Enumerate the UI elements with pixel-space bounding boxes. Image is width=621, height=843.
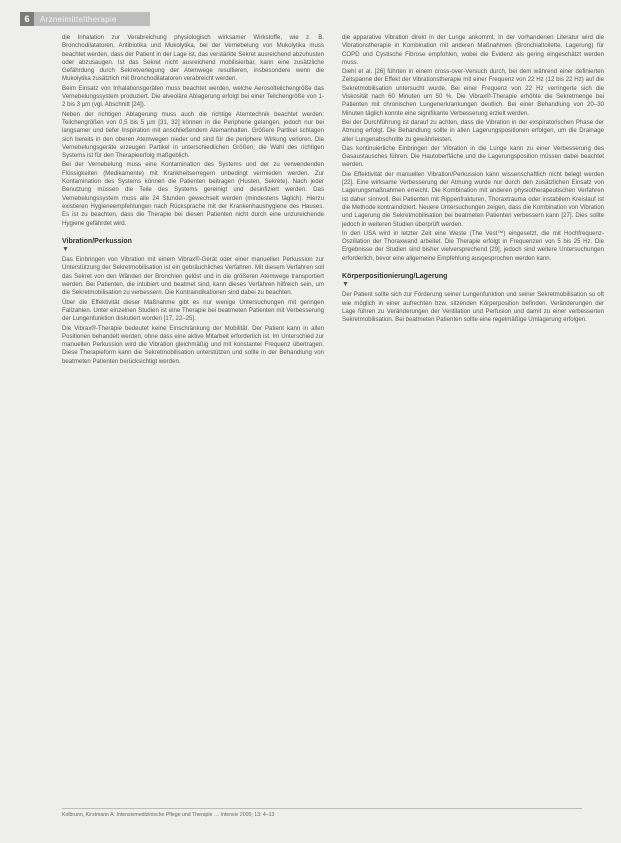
section-heading-text: Vibration/Perkussion [62, 237, 132, 245]
paragraph: Bei der Durchführung ist darauf zu achten, dass die Vibration in der exspiratorischen Phase der Atmung erfolgt. Die Behandlung sollte in allen Lagerungspositionen erfolgen, um die Drainage aller Lungenabschnitte zu gewährleisten. [342, 118, 604, 143]
paragraph: Das kontinuierliche Einbringen der Vibration in die Lunge kann zu einer Verbesserung des Gasaustausches führen. Die Hautoberfläche und die Lagerungsposition müssen dabei beachtet werden. [342, 144, 604, 169]
section-heading [62, 238, 324, 254]
paragraph: Die Effektivität der manuellen Vibration/Perkussion kann wissenschaftlich nicht belegt werden [22]. Eine wirksame Verbesserung der Atmung wurde nur durch den zusätzlichen Einsatz von Lagerungsmaßnahmen erreicht. Die Kombination mit anderen physiotherapeutischen Verfahren ist daher sinnvoll. Bei Patienten mit Rippenfrakturen, Thoraxtrauma oder instabilem Kreislauf ist die Methode kontraindiziert. Neuere Untersuchungen zeigen, dass die Kombination von Vibration und Lagerung die Sekretmobilisation bei beatmeten Patienten verbessern kann [27]. Dies sollte jedoch in weiteren Studien überprüft werden. [342, 170, 604, 228]
arrow-down-icon: ▼ [342, 281, 349, 289]
paragraph: Das Einbringen von Vibration mit einem Vibrax®-Gerät oder einer manuellen Perkussion zur Unterstützung der Sekretmobilisation ist ein gebräuchliches Verfahren. Mit diesem Verfahren soll das Sekret von den Wänden der Bronchien gelöst und in die größeren Atemwege transportiert werden. Bei Patienten, die intubiert und beatmet sind, kann dieses Verfahren hilfreich sein, um die Sekretmobilisation zu verbessern. Die Kontraindikationen sind dabei zu beachten. [62, 256, 324, 297]
right-column [342, 34, 604, 326]
paragraph: die apparative Vibration direkt in der Lunge ankommt. In der vorhandenen Literatur wird die Vibrationstherapie in Kombination mit anderen Maßnahmen (Bronchialtoilette, Lagerung) für COPD und Cystische Fibrose empfohlen, wobei die Evidenz als gering eingeschätzt werden muss. [342, 34, 604, 66]
section-heading [342, 273, 604, 289]
paragraph: Die Vibrax®-Therapie bedeutet keine Einschränkung der Mobilität. Der Patient kann in allen Positionen behandelt werden, ohne dass eine aktive Mitarbeit erforderlich ist. Im Unterschied zur manuellen Perkussion wird die Vibration gleichmäßig und mit konstanter Frequenz übertragen. Diese Therapieform kann die Sekretmobilisation unterstützen und sollte in der Behandlung von beatmeten Patienten berücksichtigt werden. [62, 324, 324, 365]
paragraph: Neben der richtigen Ablagerung muss auch die richtige Atemtechnik beachtet werden: Teilchengrößen von 0,5 bis 5 µm [31, 32] können in die Peripherie gelangen, jedoch nur bei langsamer und tiefer Inspiration mit anschließendem Atemanhalten. Größere Partikel schlagen sich bereits in den oberen Atemwegen nieder und sind für die periphere Wirkung verloren. Die Vernebelungsgeräte erzeugen Partikel in unterschiedlichen Größen; die Wahl des richtigen Systems ist für den Therapieerfolg maßgeblich. [62, 110, 324, 160]
paragraph: In den USA wird in letzter Zeit eine Weste (The Vest™) eingesetzt, die mit Hochfrequenz-Oszillation der Thoraxwand arbeitet. Die Therapie erfolgt in Frequenzen von 5 bis 25 Hz. Die Ergebnisse der Studien sind bisher vielversprechend [29], jedoch sind weitere Untersuchungen erforderlich, bevor eine allgemeine Empfehlung ausgesprochen werden kann. [342, 229, 604, 262]
paragraph: Der Patient sollte sich zur Förderung seiner Lungenfunktion und seiner Sekretmobilisation so oft wie möglich in einer aufrechten bzw. sitzenden Körperposition befinden. Veränderungen der Lage führen zu Veränderungen der Ventilation und Perfusion und damit zu einer verbesserten Sekretmobilisation. Bei beatmeten Patienten sollte eine regelmäßige Umlagerung erfolgen. [342, 291, 604, 324]
section-title: Arzneimitteltherapie [40, 14, 117, 24]
paragraph: Über die Effektivität dieser Maßnahme gibt es nur wenige Untersuchungen mit geringen Fallzahlen. Unter einzelnen Studien ist eine Therapie bei beatmeten Patienten mit Verbesserung der Lungenfunktion diskutiert worden [17, 22–25]. [62, 298, 324, 323]
paragraph: Diehl et al. [26] führten in einem cross-over-Versuch durch, bei dem während einer definierten Zeitspanne der Effekt der Vibrationstherapie mit einer Frequenz von 22 Hz (12 bis 22 Hz) auf die Sekretmobilisation untersucht wurde. Bei einer Frequenz von 22 Hz verringerte sich die Viskosität nach 60 Minuten um 50 %. Die Vibrax®-Therapie erhöhte die Sekretmenge bei Patienten mit chronischen Lungenerkrankungen deutlich. Bei einer Behandlung von 20–30 Minuten täglich konnte eine signifikante Verbesserung erzielt werden. [342, 68, 604, 117]
page-number: 6 [20, 12, 34, 26]
section-heading-text: Körperpositionierung/Lagerung [342, 273, 448, 281]
arrow-down-icon: ▼ [62, 246, 69, 254]
running-header [20, 12, 150, 26]
paragraph: die Inhalation zur Verabreichung physiologisch wirksamer Wirkstoffe, wie z. B. Bronchodilatatoren, Antibiotika und Mukolytika, bei der Vernebelung von Mukolytika muss beachtet werden, dass der Patient in der Lage ist, das verstärkte Sekret ausreichend abzuhusten oder abzusaugen. Ist das Sekret nicht ausreichend mobilisierbar, kann eine zusätzliche Gefährdung durch Sekretverlegung der Atemwege resultieren, insbesondere wenn die Mukolytika zusätzlich mit Bronchodilatatoren verabreicht werden. [62, 34, 324, 83]
left-column [62, 34, 324, 367]
paragraph: Bei der Vernebelung muss eine Kontamination des Systems und der zu verwendenden Flüssigkeiten (Medikamente) mit Krankheitserregern unbedingt vermieden werden. Zur Kontamination des Systems können die Patienten beitragen (Husten, Sekrete). Nach jeder Benutzung müssen die Teile des Systems gereinigt und desinfiziert werden. Das Vernebelungssystem muss alle 24 Stunden gewechselt werden (mindestens täglich). Hierzu existieren Hygieneempfehlungen nach Rücksprache mit der Krankenhaushygiene des Hauses. Es ist zu beachten, dass die Therapie bei diesen Patienten nicht durch eine unzureichende Hygiene gefährdet wird. [62, 161, 324, 227]
paragraph: Beim Einsatz von Inhalationsgeräten muss beachtet werden, welche Aerosolteilchengröße das Vernebelungssystem produziert. Die alveoläre Ablagerung erfolgt bei einer Teilchengröße von 1-2 bis 3 µm (vgl. Abschnitt [24]). [62, 84, 324, 109]
page-footer: Kolbrunn, Kirstmann A. Intensivmedizinische Pflege und Therapie … Intensiv 2005; 13: 4–13 [62, 808, 582, 818]
